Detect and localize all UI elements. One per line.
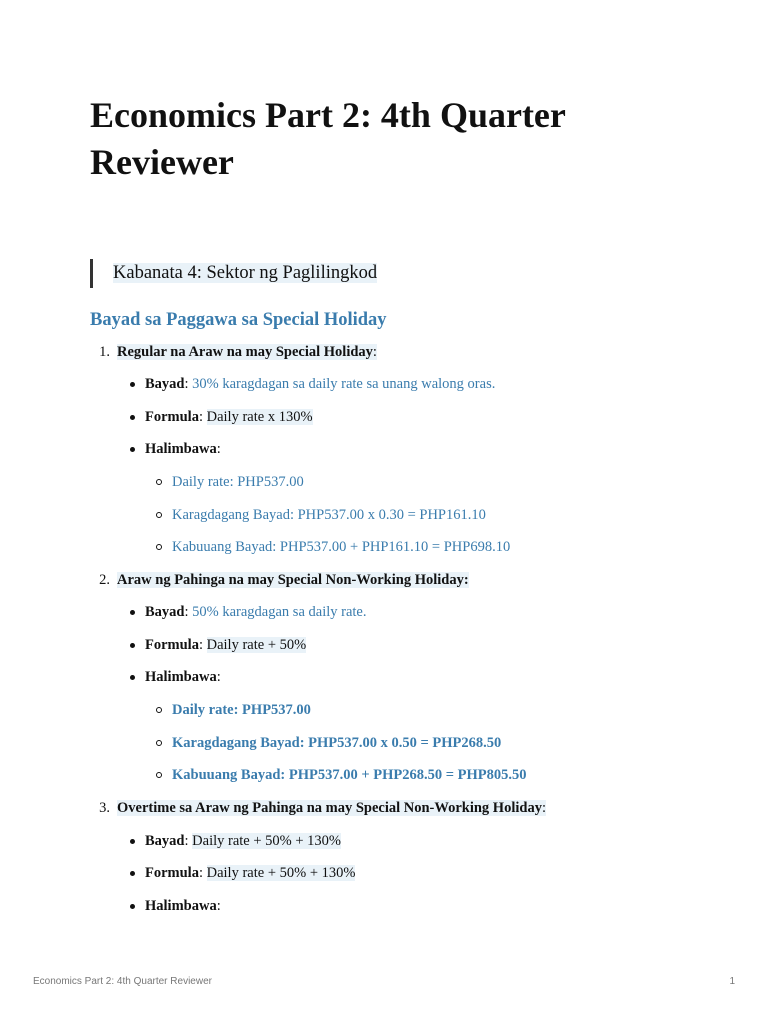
- list-number-1: 1.: [99, 344, 110, 360]
- section-title: Bayad sa Paggawa sa Special Holiday: [90, 310, 387, 330]
- bayad-text: Daily rate + 50% + 130%: [192, 833, 341, 849]
- item-1-bayad: [145, 374, 495, 394]
- halimbawa-label: Halimbawa: [145, 669, 217, 685]
- list-item-2-heading: [117, 570, 469, 590]
- bullet-dot: [130, 839, 135, 844]
- bayad-label: Bayad: [145, 604, 185, 620]
- bayad-colon: :: [184, 376, 193, 392]
- formula-colon: :: [198, 409, 207, 425]
- page-footer: [33, 976, 735, 990]
- formula-colon: :: [198, 865, 207, 881]
- item-2-heading-text: Araw ng Pahinga na may Special Non-Working Holiday:: [117, 572, 469, 588]
- chapter-callout-text: Kabanata 4: Sektor ng Paglilingkod: [113, 263, 378, 283]
- bullet-dot: [130, 610, 135, 615]
- bayad-label: Bayad: [145, 376, 185, 392]
- page-number: 1: [729, 976, 735, 987]
- bullet-dot: [130, 382, 135, 387]
- sub-bullet-circle: [156, 479, 162, 485]
- bullet-dot: [130, 643, 135, 648]
- item-2-example-2: Karagdagang Bayad: PHP537.00 x 0.50 = PHP268.50: [172, 735, 502, 751]
- item-1-halimbawa: [145, 439, 221, 459]
- halimbawa-label: Halimbawa: [145, 441, 217, 457]
- list-number-2: 2.: [99, 572, 110, 588]
- bullet-dot: [130, 871, 135, 876]
- bullet-dot: [130, 415, 135, 420]
- footer-title: Economics Part 2: 4th Quarter Reviewer: [33, 976, 212, 987]
- bullet-dot: [130, 675, 135, 680]
- item-3-heading-colon: :: [541, 800, 546, 816]
- item-3-halimbawa: [145, 896, 221, 916]
- formula-text: Daily rate + 50%: [206, 637, 307, 653]
- list-item-1-heading: [117, 342, 377, 362]
- halimbawa-colon: :: [216, 898, 221, 914]
- sub-bullet-circle: [156, 707, 162, 713]
- bayad-colon: :: [184, 604, 193, 620]
- sub-bullet-circle: [156, 544, 162, 550]
- formula-text: Daily rate + 50% + 130%: [206, 865, 356, 881]
- item-3-bayad: [145, 831, 341, 851]
- item-1-formula: [145, 407, 313, 427]
- bullet-dot: [130, 447, 135, 452]
- halimbawa-colon: :: [216, 669, 221, 685]
- bullet-dot: [130, 904, 135, 909]
- sub-bullet-circle: [156, 772, 162, 778]
- item-2-example-1: Daily rate: PHP537.00: [172, 702, 311, 718]
- item-2-halimbawa: [145, 667, 221, 687]
- item-1-example-3: Kabuuang Bayad: PHP537.00 + PHP161.10 = PHP698.10: [172, 539, 511, 555]
- halimbawa-colon: :: [216, 441, 221, 457]
- item-2-bayad: [145, 602, 366, 622]
- list-number-3: 3.: [99, 800, 110, 816]
- item-1-example-1: Daily rate: PHP537.00: [172, 474, 304, 490]
- halimbawa-label: Halimbawa: [145, 898, 217, 914]
- formula-text: Daily rate x 130%: [206, 409, 313, 425]
- item-3-heading-text: Overtime sa Araw ng Pahinga na may Special Non-Working Holiday: [117, 800, 542, 816]
- item-3-formula: [145, 863, 355, 883]
- bayad-text: 50% karagdagan sa daily rate.: [192, 604, 367, 620]
- page-title: Economics Part 2: 4th Quarter Reviewer: [90, 95, 566, 182]
- bayad-label: Bayad: [145, 833, 185, 849]
- item-1-heading-colon: :: [372, 344, 377, 360]
- chapter-callout: [90, 259, 377, 288]
- formula-label: Formula: [145, 865, 199, 881]
- item-1-heading-text: Regular na Araw na may Special Holiday: [117, 344, 373, 360]
- item-1-example-2: Karagdagang Bayad: PHP537.00 x 0.30 = PHP161.10: [172, 507, 486, 523]
- item-2-formula: [145, 635, 306, 655]
- formula-colon: :: [198, 637, 207, 653]
- sub-bullet-circle: [156, 740, 162, 746]
- item-2-example-3: Kabuuang Bayad: PHP537.00 + PHP268.50 = PHP805.50: [172, 767, 527, 783]
- bayad-colon: :: [184, 833, 193, 849]
- list-item-3-heading: [117, 798, 546, 818]
- sub-bullet-circle: [156, 512, 162, 518]
- formula-label: Formula: [145, 637, 199, 653]
- bayad-text: 30% karagdagan sa daily rate sa unang walong oras.: [192, 376, 496, 392]
- formula-label: Formula: [145, 409, 199, 425]
